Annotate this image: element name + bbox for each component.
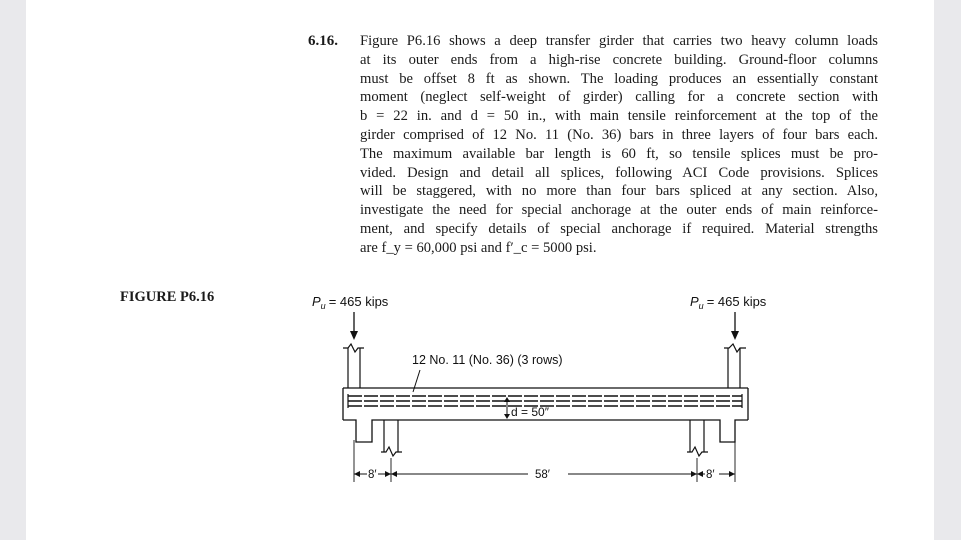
problem-line: The maximum available bar length is 60 ft, so tensile splices must be pro-: [360, 145, 878, 162]
figure-label: FIGURE P6.16: [120, 289, 215, 305]
problem-line: investigate the need for special anchorage at the outer ends of main reinforce-: [360, 202, 878, 219]
load-label-left: $P_u = 465$ kips: [312, 294, 389, 311]
lower-column-left: [381, 420, 402, 456]
upper-column-left: [343, 344, 364, 388]
problem-line: at its outer ends from a high-rise concrete building. Ground-floor columns: [360, 51, 878, 68]
depth-label: d = 50″: [511, 405, 549, 419]
problem-line: ment, and specify details of special anchorage if required. Material strengths: [360, 220, 878, 237]
load-arrow-right: [731, 312, 739, 340]
problem-line: must be offset 8 ft as shown. The loading produces an essentially constant: [360, 70, 878, 87]
problem-line: will be staggered, with no more than four bars spliced at any section. Also,: [360, 183, 878, 200]
rebar-leader: [413, 370, 420, 392]
problem-line: b = 22 in. and d = 50 in., with main tensile reinforcement at the top of the: [360, 108, 878, 125]
lower-column-right: [687, 420, 708, 456]
problem-line: Figure P6.16 shows a deep transfer girder that carries two heavy column loads: [360, 33, 878, 49]
problem-line: girder comprised of 12 No. 11 (No. 36) bars in three layers of four bars each.: [360, 126, 878, 143]
problem-number: 6.16.: [308, 33, 338, 49]
upper-column-right: [724, 344, 746, 388]
problem-line: vided. Design and detail all splices, following ACI Code provisions. Splices: [360, 164, 878, 181]
load-arrow-left: [350, 312, 358, 340]
dimension-right: 8′: [706, 469, 715, 481]
dimension-left: 8′: [368, 469, 377, 481]
rebar-label: 12 No. 11 (No. 36) (3 rows): [412, 353, 563, 367]
problem-line: moment (neglect self-weight of girder) calling for a concrete section with: [360, 89, 878, 106]
problem-line: are f_y = 60,000 psi and f′_c = 5000 psi.: [360, 239, 597, 256]
dimension-middle: 58′: [535, 469, 550, 481]
load-label-right: $P_u = 465$ kips: [690, 294, 767, 311]
